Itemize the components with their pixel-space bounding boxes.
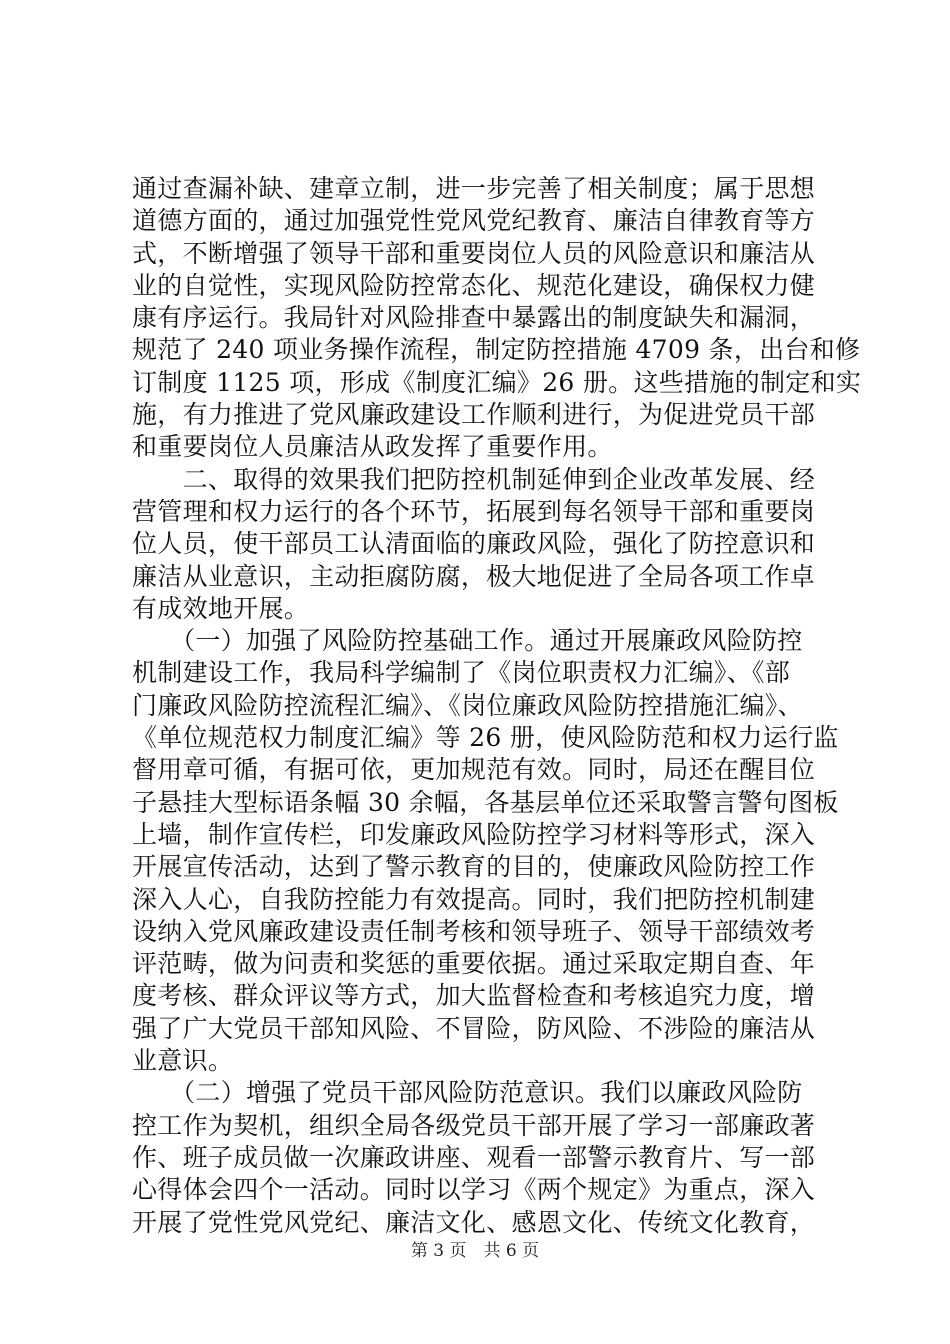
text-line: 规范了 240 项业务操作流程，制定防控措施 4709 条，出台和修: [132, 335, 861, 365]
text-line: 强了广大党员干部知风险、不冒险，防风险、不涉险的廉洁从: [132, 1013, 816, 1043]
text-line: 作、班子成员做一次廉政讲座、观看一部警示教育片、写一部: [132, 1142, 816, 1172]
text-line: 督用章可循，有据可依，更加规范有效。同时，局还在醒目位: [132, 755, 816, 785]
text-line: 业意识。: [132, 1046, 234, 1076]
text-line: 二、取得的效果我们把防控机制延伸到企业改革发展、经: [132, 464, 816, 494]
text-line: 和重要岗位人员廉洁从政发挥了重要作用。: [132, 432, 613, 462]
text-line: 营管理和权力运行的各个环节，拓展到每名领导干部和重要岗: [132, 496, 816, 526]
text-line: （一）加强了风险防控基础工作。通过开展廉政风险防控: [132, 626, 803, 656]
text-line: 廉洁从业意识，主动拒腐防腐，极大地促进了全局各项工作卓: [132, 561, 816, 591]
text-line: 设纳入党风廉政建设责任制考核和领导班子、领导干部绩效考: [132, 916, 816, 946]
text-line: 机制建设工作，我局科学编制了《岗位职责权力汇编》、《部: [132, 658, 791, 688]
page-number-footer: 第 3 页 共 6 页: [410, 1241, 540, 1261]
text-line: 订制度 1125 项，形成《制度汇编》26 册。这些措施的制定和实: [132, 367, 862, 397]
text-line: 门廉政风险防控流程汇编》、《岗位廉政风险防控措施汇编》、: [132, 690, 803, 720]
text-line: 康有序运行。我局针对风险排查中暴露出的制度缺失和漏洞，: [132, 303, 816, 333]
text-line: 位人员，使干部员工认清面临的廉政风险，强化了防控意识和: [132, 529, 816, 559]
text-line: 业的自觉性，实现风险防控常态化、规范化建设，确保权力健: [132, 270, 816, 300]
body-text: [132, 173, 862, 1239]
text-line: 通过查漏补缺、建章立制，进一步完善了相关制度；属于思想: [132, 174, 816, 203]
text-line: 式，不断增强了领导干部和重要岗位人员的风险意识和廉洁从: [132, 238, 816, 268]
text-line: 道德方面的，通过加强党性党风党纪教育、廉洁自律教育等方: [132, 206, 816, 236]
text-line: 控工作为契机，组织全局各级党员干部开展了学习一部廉政著: [132, 1110, 816, 1140]
text-line: 开展了党性党风党纪、廉洁文化、感恩文化、传统文化教育，: [132, 1207, 816, 1237]
text-line: （二）增强了党员干部风险防范意识。我们以廉政风险防: [132, 1078, 803, 1108]
text-line: 上墙，制作宣传栏，印发廉政风险防控学习材料等形式，深入: [132, 819, 816, 849]
text-line: 深入人心，自我防控能力有效提高。同时，我们把防控机制建: [132, 884, 816, 914]
text-line: 施，有力推进了党风廉政建设工作顺利进行，为促进党员干部: [132, 400, 816, 430]
text-line: 有成效地开展。: [132, 593, 310, 623]
text-line: 心得体会四个一活动。同时以学习《两个规定》为重点，深入: [132, 1175, 816, 1205]
text-line: 子悬挂大型标语条幅 30 余幅，各基层单位还采取警言警句图板: [132, 787, 839, 817]
text-line: 评范畴，做为问责和奖惩的重要依据。通过采取定期自查、年: [132, 949, 816, 979]
text-line: 开展宣传活动，达到了警示教育的目的，使廉政风险防控工作: [132, 852, 816, 882]
text-line: 度考核、群众评议等方式，加大监督检查和考核追究力度，增: [132, 981, 816, 1011]
text-line: 《单位规范权力制度汇编》等 26 册，使风险防范和权力运行监: [132, 723, 839, 753]
